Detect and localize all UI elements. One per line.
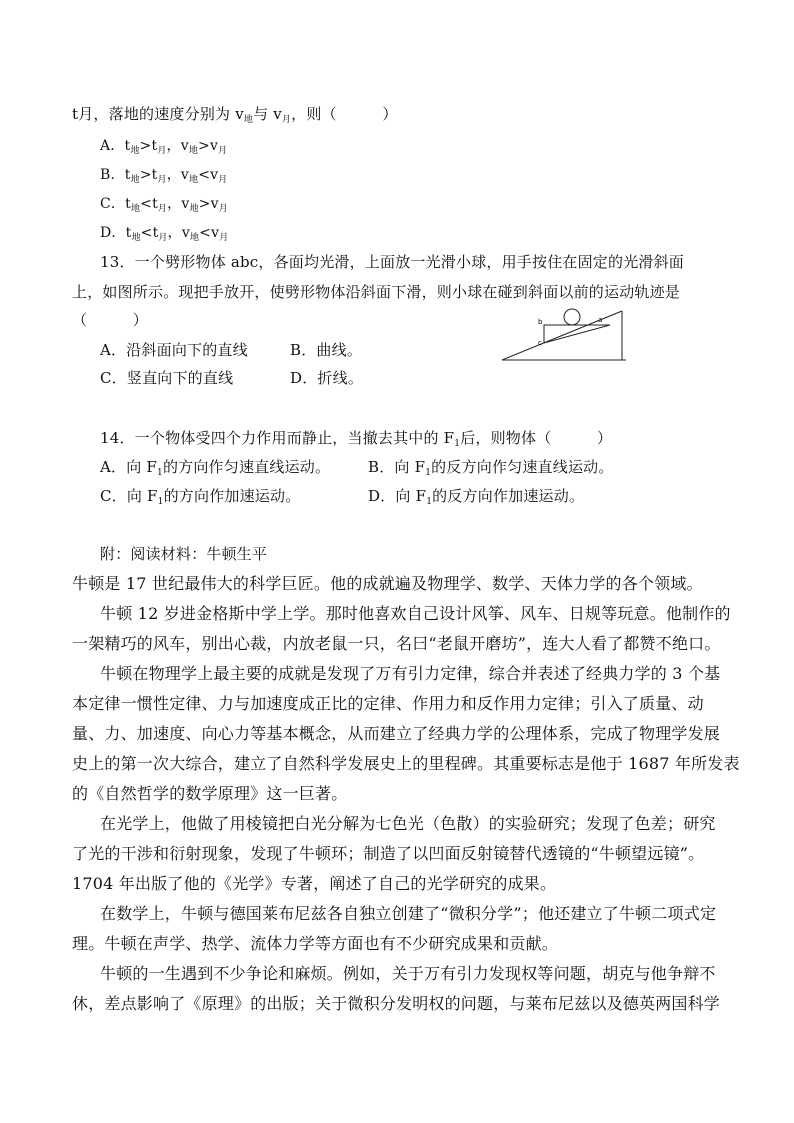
wedge-abc bbox=[544, 325, 610, 343]
q13-option-d: D．折线。 bbox=[290, 369, 364, 387]
smooth-ball bbox=[564, 309, 580, 325]
q12-option-c: C．$t_地<t_月$，$v_地>v_月$ bbox=[100, 196, 228, 214]
q13-line-3: （ ） bbox=[72, 311, 149, 329]
reading-line: 牛顿的一生遇到不少争论和麻烦。例如，关于万有引力发现权等问题，胡克与他争辩不 bbox=[100, 964, 716, 983]
q14-option-c: C．向 $F_1$的方向作加速运动。 bbox=[100, 487, 301, 507]
q14-option-b: B．向 $F_1$的反方向作匀速直线运动。 bbox=[368, 458, 614, 478]
reading-line: 量、力、加速度、向心力等基本概念，从而建立了经典力学的公理体系，完成了物理学发展 bbox=[72, 724, 721, 743]
q12-stem: t月，落地的速度分别为 $v_地$与 $v_月$，则（ ） bbox=[72, 105, 398, 125]
reading-line: 牛顿在物理学上最主要的成就是发现了万有引力定律，综合并表述了经典力学的 3 个基 bbox=[100, 664, 721, 683]
incline-surface bbox=[502, 311, 622, 360]
reading-line: 牛顿 12 岁进金格斯中学上学。那时他喜欢自己设计风筝、风车、日规等玩意。他制作的 bbox=[100, 604, 731, 623]
q14-option-d: D．向 $F_1$的反方向作加速运动。 bbox=[368, 487, 585, 507]
reading-line: 了光的干涉和衍射现象，发现了牛顿环；制造了以凹面反射镜替代透镜的“牛顿望远镜”。 bbox=[72, 844, 705, 863]
reading-line: 本定律一惯性定律、力与加速度成正比的定律、作用力和反作用力定律；引入了质量、动 bbox=[72, 694, 704, 713]
reading-line: 牛顿是 17 世纪最伟大的科学巨匠。他的成就遍及物理学、数学、天体力学的各个领域。 bbox=[72, 574, 703, 593]
label-b: b bbox=[538, 318, 543, 326]
reading-line: 一架精巧的风车，别出心裁，内放老鼠一只，名曰“老鼠开磨坊”，连大人看了都赞不绝口。 bbox=[72, 634, 721, 653]
reading-line: 在光学上，他做了用棱镜把白光分解为七色光（色散）的实验研究；发现了色差；研究 bbox=[100, 814, 716, 833]
q13-option-a: A．沿斜面向下的直线 bbox=[100, 341, 248, 359]
q12-option-a: A．$t_地>t_月$，$v_地>v_月$ bbox=[100, 138, 228, 156]
label-a: a bbox=[598, 316, 603, 324]
reading-line: 在数学上，牛顿与德国莱布尼兹各自独立创建了“微积分学”；他还建立了牛顿二项式定 bbox=[100, 904, 717, 923]
reading-line: 1704 年出版了他的《光学》专著，阐述了自己的光学研究的成果。 bbox=[72, 874, 557, 893]
q13-line-2: 上，如图所示。现把手放开，使劈形物体沿斜面下滑，则小球在碰到斜面以前的运动轨迹是 bbox=[72, 283, 681, 301]
reading-line: 的《自然哲学的数学原理》这一巨著。 bbox=[72, 784, 348, 803]
reading-line: 休，差点影响了《原理》的出版；关于微积分发明权的问题，与莱布尼兹以及德英两国科学 bbox=[72, 994, 721, 1013]
reading-line: 史上的第一次大综合，建立了自然科学发展史上的里程碑。其重要标志是他于 1687 年所发表 bbox=[72, 754, 740, 773]
incline-wedge-figure bbox=[498, 305, 630, 367]
q12-option-b: B．$t_地>t_月$，$v_地<v_月$ bbox=[100, 167, 228, 185]
q14-option-a: A．向 $F_1$的方向作匀速直线运动。 bbox=[100, 458, 331, 478]
q14-stem: 14．一个物体受四个力作用而静止，当撤去其中的 $F_1$后，则物体（ ） bbox=[100, 429, 613, 449]
q13-option-c: C．竖直向下的直线 bbox=[100, 369, 234, 387]
q13-line-1: 13．一个劈形物体 abc，各面均光滑，上面放一光滑小球，用手按住在固定的光滑斜面 bbox=[100, 253, 685, 271]
reading-line: 理。牛顿在声学、热学、流体力学等方面也有不少研究成果和贡献。 bbox=[72, 934, 559, 953]
q12-option-d: D．$t_地<t_月$，$v_地<v_月$ bbox=[100, 225, 229, 243]
reading-title: 附：阅读材料：牛顿生平 bbox=[100, 545, 268, 563]
label-c: c bbox=[538, 339, 542, 347]
q13-option-b: B．曲线。 bbox=[290, 341, 363, 359]
